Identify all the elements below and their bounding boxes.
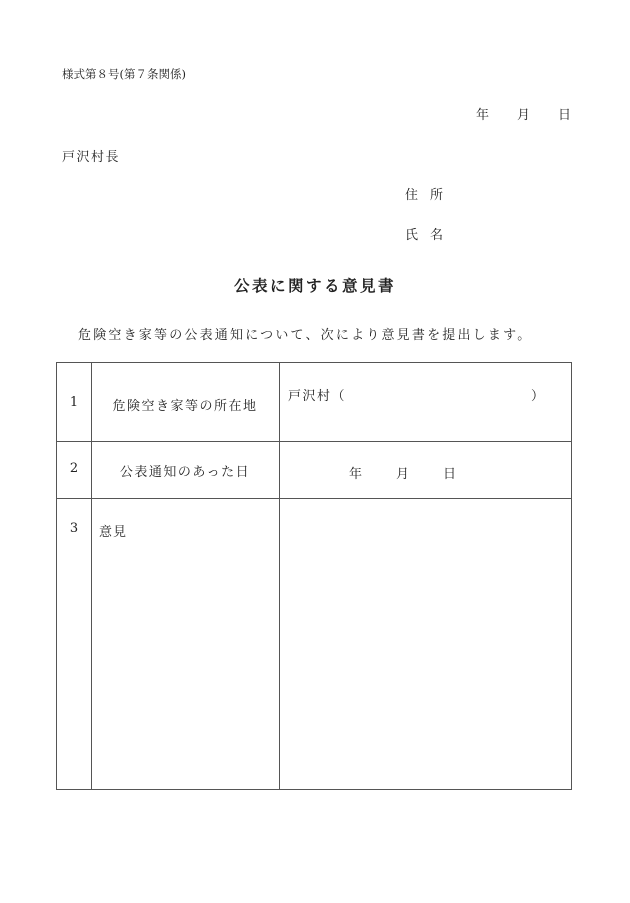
header-date-year: 年 xyxy=(476,108,490,123)
opinion-field[interactable] xyxy=(280,499,572,790)
row-2-day: 日 xyxy=(443,467,457,482)
row-2-date xyxy=(349,463,456,482)
row-3-number: 3 xyxy=(69,521,79,536)
row-1-label: 危険空き家等の所在地 xyxy=(112,399,258,414)
form-number: 様式第８号(第７条関係) xyxy=(62,67,186,81)
recipient: 戸沢村長 xyxy=(62,150,121,165)
row-3-label: 意見 xyxy=(99,525,128,540)
name-label: 氏名 xyxy=(405,228,456,243)
table-divider xyxy=(91,363,92,789)
row-2-number: 2 xyxy=(69,461,79,476)
row-1-value-suffix: ） xyxy=(531,389,545,404)
address-label: 住所 xyxy=(405,188,456,203)
document-title: 公表に関する意見書 xyxy=(233,276,396,295)
row-2-month: 月 xyxy=(396,467,410,482)
row-2-year: 年 xyxy=(349,467,363,482)
intro-text: 危険空き家等の公表通知について、次により意見書を提出します。 xyxy=(78,328,533,343)
row-1-value-prefix: 戸沢村（ xyxy=(288,389,347,404)
header-date-day: 日 xyxy=(558,108,572,123)
opinion-table xyxy=(56,362,572,790)
table-divider xyxy=(57,441,571,442)
row-1-number: 1 xyxy=(69,395,79,410)
header-date-month: 月 xyxy=(517,108,531,123)
header-date xyxy=(476,104,571,123)
row-2-label: 公表通知のあった日 xyxy=(119,465,251,480)
